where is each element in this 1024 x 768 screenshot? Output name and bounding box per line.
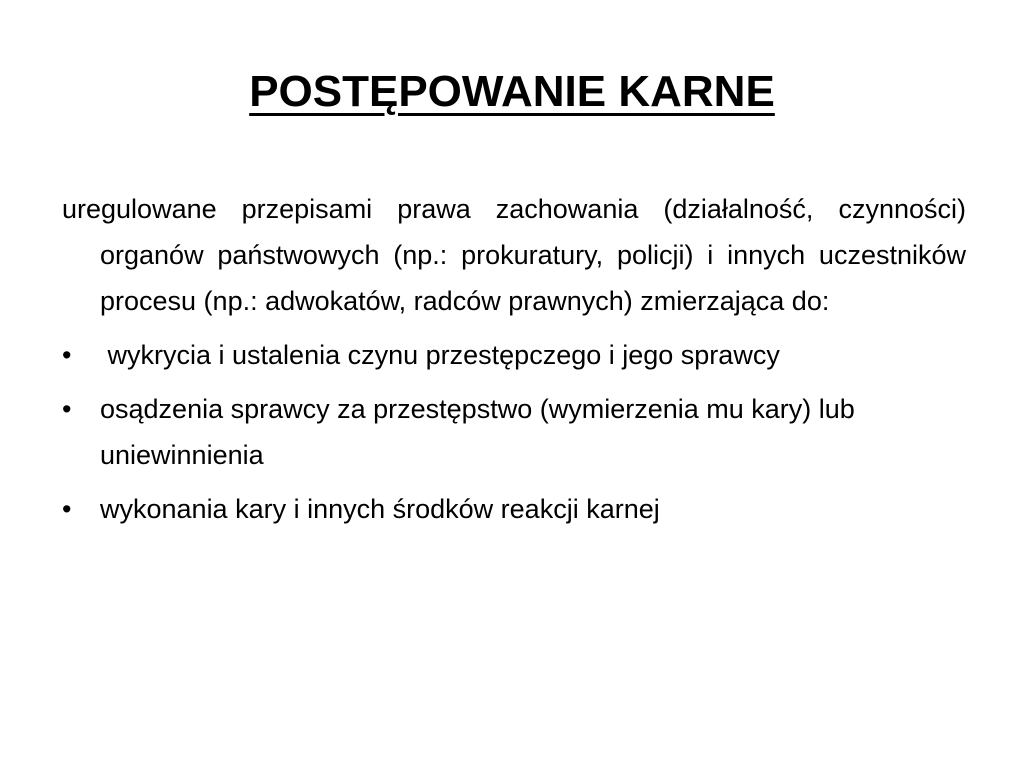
slide-body bbox=[62, 186, 966, 540]
bullet-icon: • bbox=[62, 394, 72, 424]
bullet-text: wykrycia i ustalenia czynu przestępczego i jego sprawcy bbox=[100, 340, 780, 370]
list-item bbox=[62, 486, 966, 532]
list-item bbox=[62, 386, 966, 478]
bullet-icon: • bbox=[62, 340, 72, 370]
bullet-text: wykonania kary i innych środków reakcji karnej bbox=[100, 494, 660, 524]
intro-paragraph: uregulowane przepisami prawa zachowania (działalność, czynności) organów państwowych (np.: prokuratury, policji) i innych uczestników procesu (np.: adwokatów, radców prawnych) zmierzająca do: bbox=[62, 194, 966, 316]
list-item bbox=[62, 332, 966, 378]
slide-title bbox=[0, 62, 1024, 122]
bullet-icon: • bbox=[62, 494, 72, 524]
slide-title-text: POSTĘPOWANIE KARNE bbox=[249, 67, 775, 116]
bullet-list bbox=[62, 332, 966, 532]
bullet-text: osądzenia sprawcy za przestępstwo (wymierzenia mu kary) lub uniewinnienia bbox=[100, 394, 878, 470]
